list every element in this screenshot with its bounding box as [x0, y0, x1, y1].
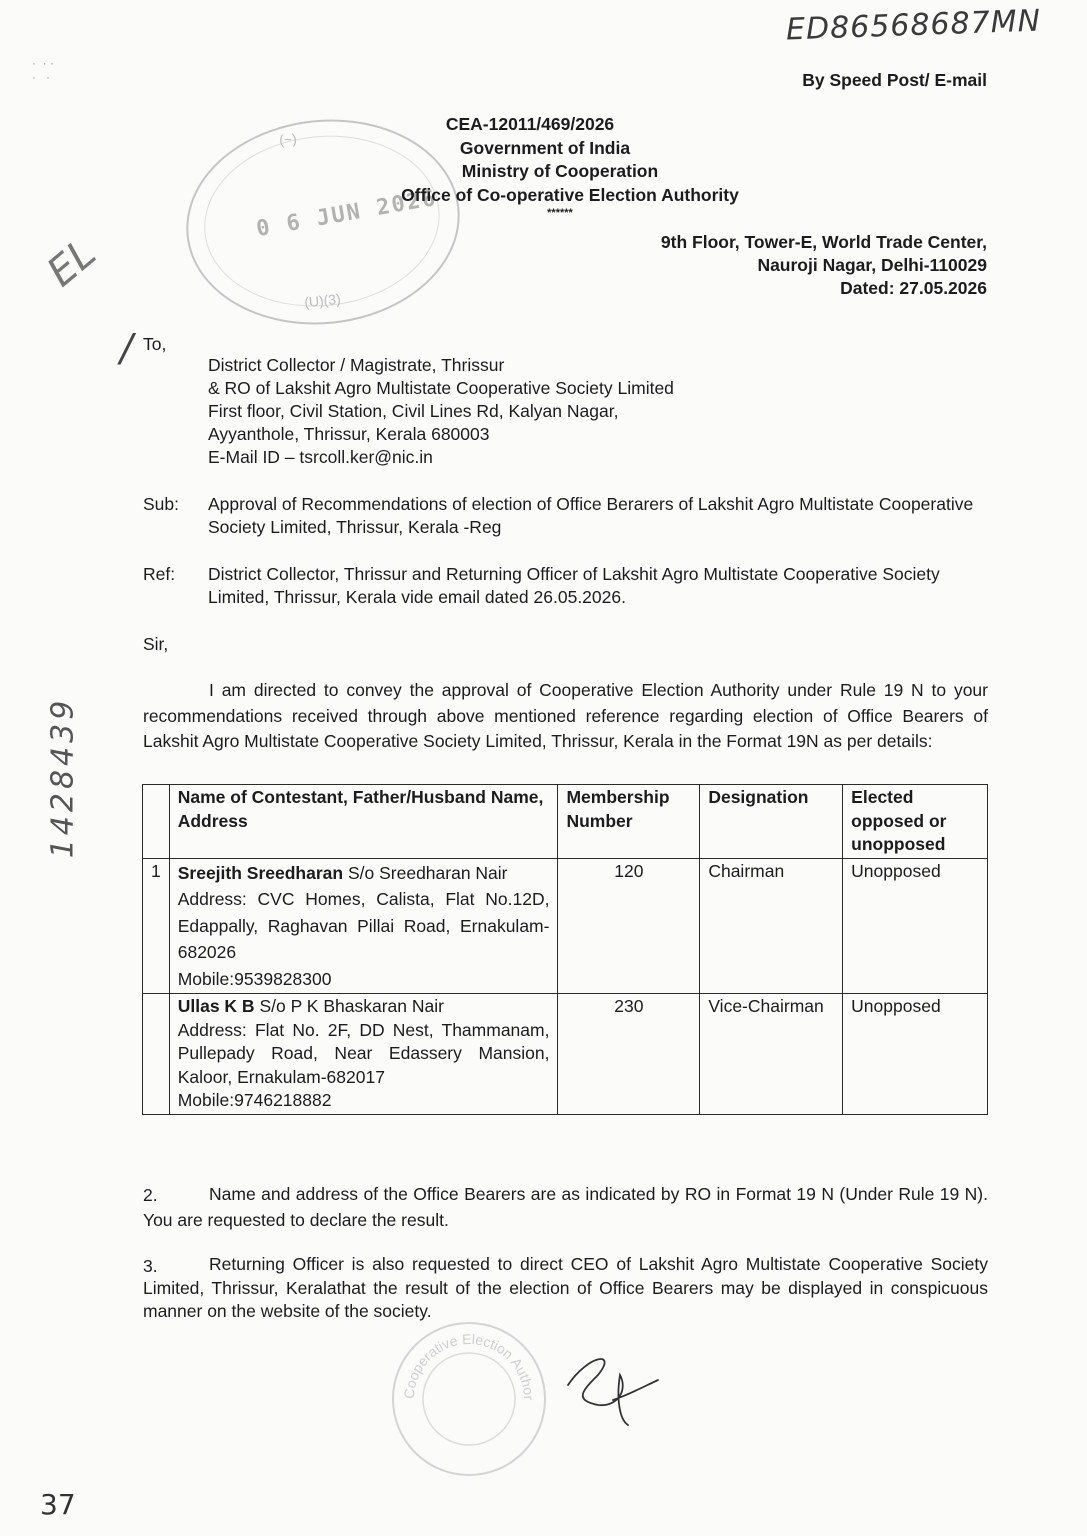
contestant-mobile: Mobile:9746218882	[177, 1090, 332, 1110]
office-address	[560, 231, 987, 300]
contestant-name: Ullas K B	[177, 996, 255, 1016]
govt-line: Government of India	[459, 137, 631, 158]
scan-speck-marks: · · · · ·	[32, 56, 54, 84]
office-address-line1: 9th Floor, Tower-E, World Trade Center,	[660, 232, 987, 252]
signature	[558, 1345, 668, 1435]
handwritten-vertical-number: 1428439	[45, 696, 81, 859]
paragraph-3: Returning Officer is also requested to direct CEO of Lakshit Agro Multistate Cooperative Society Limited, Thrissur, Keralathat the result of the election of Office Bearers may be displayed in conspicuous manner on the website of the society.	[143, 1254, 988, 1321]
handwritten-page-number: 37	[40, 1488, 76, 1521]
file-number: CEA-12011/469/2026	[445, 114, 615, 134]
row-status: Unopposed	[843, 994, 988, 1115]
svg-text:Cooperative Election Authority: Cooperative Election Author	[400, 1330, 538, 1401]
contestant-relation: S/o Sreedharan Nair	[347, 862, 508, 883]
handwritten-file-number: ED86568687MN	[785, 3, 1042, 48]
letter-date: Dated: 27.05.2026	[840, 278, 987, 298]
reference-label: Ref:	[143, 564, 176, 584]
subject-text: Approval of Recommendations of election of Office Berarers of Lakshit Agro Multistate Cooperative Society Limited, Thrissur, Kerala -Reg	[208, 494, 974, 537]
handwritten-initials: EL	[38, 230, 105, 296]
row-sno: 1	[143, 858, 170, 994]
contestant-mobile: Mobile:9539828300	[177, 968, 332, 989]
recipient-line: District Collector / Magistrate, Thrissur	[208, 355, 505, 375]
recipient-block	[208, 354, 908, 469]
reference-text: District Collector, Thrissur and Returning Officer of Lakshit Agro Multistate Cooperative Society Limited, Thrissur, Kerala vide email dated 26.05.2026.	[208, 564, 940, 607]
handwritten-tick: /	[120, 326, 133, 370]
recipient-line: Ayyanthole, Thrissur, Kerala 680003	[208, 424, 490, 444]
table-row	[143, 994, 988, 1115]
salutation: Sir,	[143, 634, 169, 654]
ministry-line: Ministry of Cooperation	[461, 161, 659, 181]
row-membership: 230	[558, 994, 700, 1115]
to-label: To,	[143, 334, 167, 354]
received-stamp-top-text: (~)	[278, 130, 298, 149]
table-row	[143, 858, 988, 994]
paragraph-3-number: 3.	[143, 1256, 158, 1276]
recipient-email: E-Mail ID – tsrcoll.ker@nic.in	[208, 447, 433, 467]
dispatch-mode: By Speed Post/ E-mail	[802, 70, 987, 90]
contestant-address: Address: CVC Homes, Calista, Flat No.12D, Edappally, Raghavan Pillai Road, Ernakulam-682026	[177, 889, 550, 962]
table-header-membership: Membership Number	[558, 785, 700, 859]
table-header-sno	[143, 785, 170, 859]
paragraph-2-number: 2.	[143, 1185, 158, 1205]
row-designation: Vice-Chairman	[700, 994, 843, 1115]
table-header-designation: Designation	[700, 785, 843, 859]
subject-label: Sub:	[143, 494, 179, 514]
row-designation: Chairman	[700, 858, 843, 994]
office-bearers-table	[142, 784, 988, 1115]
authority-seal	[392, 1322, 546, 1476]
contestant-name: Sreejith Sreedharan	[177, 862, 344, 883]
paragraph-1: I am directed to convey the approval of Cooperative Election Authority under Rule 19 N to your recommendations received through above mentioned reference regarding election of Office Bearers of Lakshit Agro Multistate Cooperative Society Limited, Thrissur, Kerala in the Format 19N as per details:	[143, 680, 988, 751]
table-header-status: Elected opposed or unopposed	[843, 785, 988, 859]
stars-divider: ******	[547, 207, 573, 219]
row-sno	[143, 994, 170, 1115]
contestant-relation: S/o P K Bhaskaran Nair	[259, 996, 444, 1016]
office-address-line2: Nauroji Nagar, Delhi-110029	[757, 255, 987, 275]
paragraph-2: Name and address of the Office Bearers are as indicated by RO in Format 19 N (Under Rule 19 N). You are requested to declare the result.	[143, 1184, 988, 1230]
row-status: Unopposed	[843, 858, 988, 994]
letterhead	[380, 113, 760, 219]
recipient-line: First floor, Civil Station, Civil Lines Rd, Kalyan Nagar,	[208, 401, 619, 421]
received-stamp-date: 0 6 JUN 2026	[254, 185, 440, 243]
row-contestant	[169, 858, 558, 994]
row-membership: 120	[558, 858, 700, 994]
row-contestant	[169, 994, 558, 1115]
received-stamp-bottom-text: (U)(3)	[303, 290, 342, 311]
office-line: Office of Co-operative Election Authority	[401, 184, 739, 205]
seal-ring-text	[394, 1324, 544, 1474]
table-header-row	[143, 785, 988, 859]
recipient-line: & RO of Lakshit Agro Multistate Cooperative Society Limited	[208, 378, 674, 398]
contestant-address: Address: Flat No. 2F, DD Nest, Thammanam, Pullepady Road, Near Edassery Mansion, Kaloor, Ernakulam-682017	[177, 1019, 550, 1087]
table-header-name: Name of Contestant, Father/Husband Name, Address	[169, 785, 558, 859]
